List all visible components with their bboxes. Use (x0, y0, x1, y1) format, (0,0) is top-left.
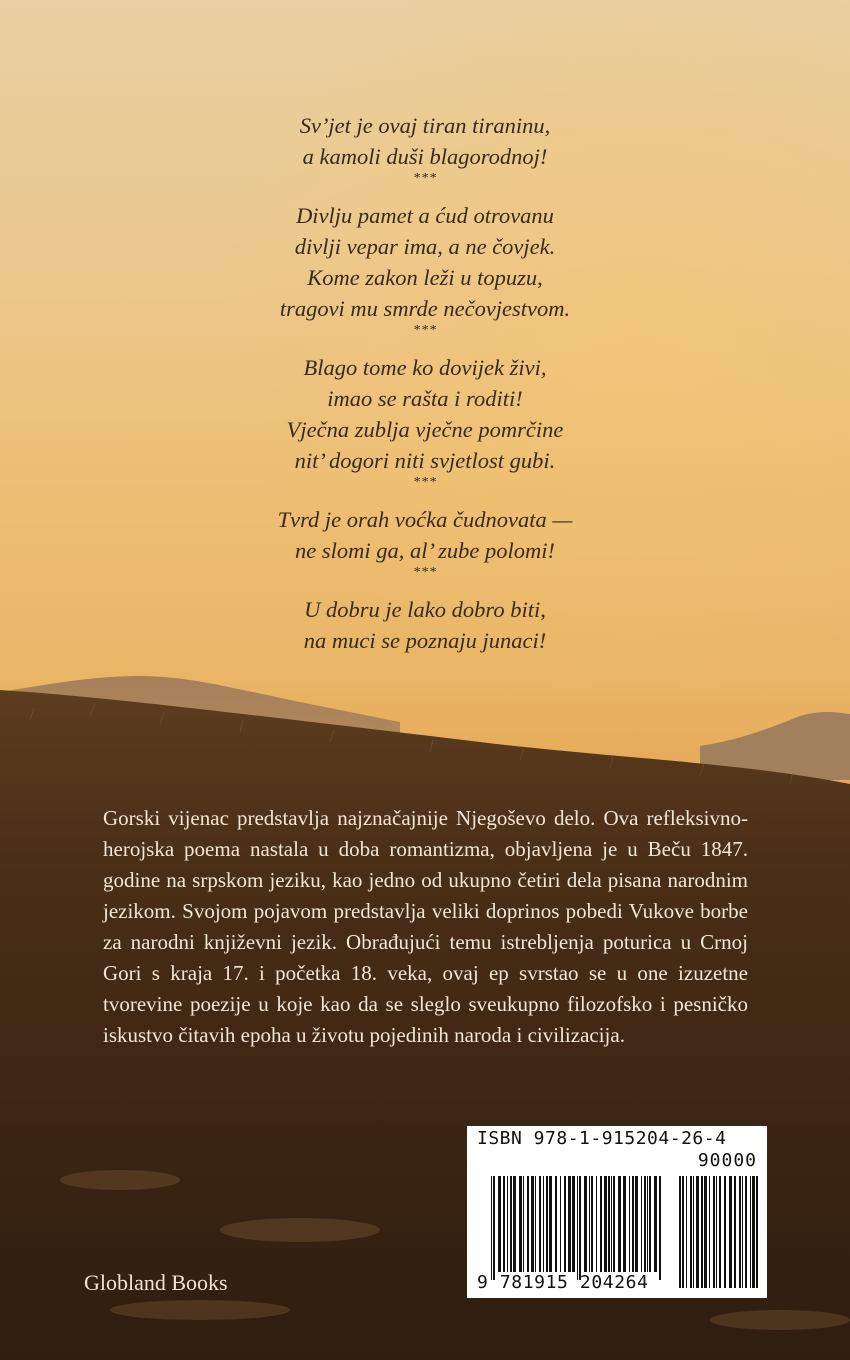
isbn-text: ISBN 978-1-915204-26-4 (477, 1128, 727, 1149)
barcode-bar (591, 1176, 593, 1272)
addon-bar (682, 1176, 684, 1288)
barcode-bar (635, 1176, 638, 1272)
poem-line: nit’ dogori niti svjetlost gubi. (294, 448, 556, 473)
barcode-bar (555, 1176, 557, 1272)
stanza (200, 110, 650, 172)
barcode-bar (641, 1176, 642, 1272)
stanza-separator: *** (413, 171, 437, 186)
barcode-bar (527, 1176, 529, 1272)
barcode-bar (613, 1176, 615, 1272)
addon-bar (693, 1176, 694, 1288)
barcode-bar (510, 1176, 512, 1272)
stanza (200, 352, 650, 476)
barcode-bar (629, 1176, 630, 1272)
ean-digits: 9 781915 204264 (477, 1272, 649, 1293)
barcode-bar (604, 1176, 607, 1272)
addon-bar (713, 1176, 715, 1288)
barcode-bar (649, 1176, 651, 1272)
poem-line: Blago tome ko dovijek živi, (303, 355, 547, 380)
barcode-bar (647, 1176, 648, 1272)
barcode-bar (644, 1176, 646, 1272)
stanza-separator: *** (413, 323, 437, 338)
barcode-bar (523, 1176, 524, 1272)
barcode-bar (498, 1176, 501, 1272)
barcode-bar (568, 1176, 571, 1272)
barcode-bar (543, 1176, 544, 1272)
barcode-bar (600, 1176, 602, 1272)
addon-bar (716, 1176, 717, 1288)
addon-bar (690, 1176, 692, 1288)
addon-bar (701, 1176, 703, 1288)
addon-bar (756, 1176, 758, 1288)
poem-excerpts (200, 110, 650, 656)
poem-line: Divlju pamet a ćud otrovanu (296, 203, 554, 228)
poem-line: imao se rašta i roditi! (327, 386, 523, 411)
stanza-separator: *** (413, 475, 437, 490)
barcode-bar (507, 1176, 508, 1272)
barcode-bar (519, 1176, 522, 1272)
barcode-bar (539, 1176, 541, 1272)
stanza (200, 504, 650, 566)
poem-line: Sv’jet je ovaj tiran tiraninu, (299, 113, 551, 138)
barcode-bar (535, 1176, 536, 1272)
poem-line: a kamoli duši blagorodnoj! (302, 144, 548, 169)
barcode-bar (564, 1176, 566, 1272)
barcode-bar (608, 1176, 610, 1272)
barcode-bar (579, 1176, 581, 1280)
poem-line: na muci se poznaju junaci! (303, 628, 547, 653)
addon-bar (696, 1176, 699, 1288)
addon-bar (734, 1176, 736, 1288)
poem-line: tragovi mu smrde nečovjestvom. (279, 296, 571, 321)
stanza (200, 594, 650, 656)
addon-bar (679, 1176, 681, 1288)
price-code: 90000 (697, 1150, 757, 1171)
addon-bar (686, 1176, 687, 1288)
barcode-bar (572, 1176, 575, 1272)
addon-bar (704, 1176, 707, 1288)
barcode-bar (632, 1176, 634, 1272)
barcode-bar (654, 1176, 657, 1272)
barcode-bar (531, 1176, 534, 1272)
barcode-bar (491, 1176, 492, 1280)
addon-bar (742, 1176, 743, 1288)
poem-line: U dobru je lako dobro biti, (304, 597, 546, 622)
stanza-separator: *** (413, 565, 437, 580)
addon-bar (724, 1176, 726, 1288)
addon-bar (719, 1176, 721, 1288)
barcode-bar (493, 1176, 495, 1280)
barcode-bar (549, 1176, 552, 1272)
isbn-barcode (467, 1126, 767, 1298)
barcode-bar (596, 1176, 597, 1272)
barcode-bar (577, 1176, 578, 1280)
barcode-bar (584, 1176, 587, 1272)
poem-line: Tvrd je orah voćka čudnovata — (277, 507, 573, 532)
poem-line: ne slomi ga, al’ zube polomi! (295, 538, 555, 563)
barcode-bar (513, 1176, 516, 1272)
poem-line: divlji vepar ima, a ne čovjek. (294, 234, 556, 259)
barcode-bar (659, 1176, 661, 1280)
barcode-bar (589, 1176, 590, 1272)
addon-bar (752, 1176, 755, 1288)
addon-bar (709, 1176, 710, 1288)
addon-bar (750, 1176, 751, 1288)
barcode-bar (560, 1176, 561, 1272)
poem-line: Kome zakon leži u topuzu, (307, 265, 543, 290)
poem-line: Vječna zublja vječne pomrčine (286, 417, 564, 442)
barcode-bar (503, 1176, 505, 1272)
barcode-bar (611, 1176, 612, 1272)
addon-bar (729, 1176, 732, 1288)
barcode-bar (546, 1176, 548, 1272)
addon-bar (739, 1176, 741, 1288)
addon-bar (745, 1176, 747, 1288)
book-description: Gorski vijenac predstavlja najznačajnije Njegoševo delo. Ova refleksivno-herojska poema nastala u doba romantizma, objavljena je u Beču 1847. godine na srpskom jeziku, kao jedno od ukupno četiri dela pisana narodnim jezikom. Svojom pojavom predstavlja veliki doprinos pobedi Vukove borbe za narodni književni jezik. Obrađujući temu istrebljenja poturica u Crnoj Gori s kraja 17. i početka 18. veka, ovaj ep svrstao se u one izuzetne tvorevine poezije u koje kao da se sleglo sveukupno filozofsko i pesničko iskustvo čitavih epoha u životu pojedinih naroda i civilizacija. (103, 806, 748, 1047)
barcode-bar (623, 1176, 626, 1272)
barcode-bar (618, 1176, 621, 1272)
stanza (200, 200, 650, 324)
publisher-name: Globland Books (84, 1270, 228, 1295)
